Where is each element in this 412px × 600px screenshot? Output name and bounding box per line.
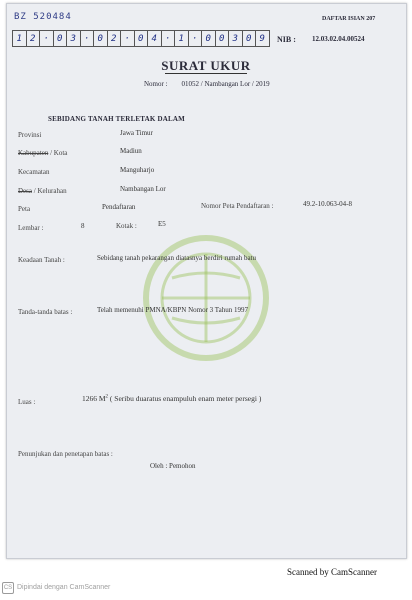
kotak-label: Kotak :: [116, 222, 137, 230]
luas-unit-sup: 2: [105, 394, 109, 400]
boxed-digit-cell: 1: [12, 30, 27, 47]
lembar-label: Lembar :: [18, 224, 44, 232]
kota-label-text: / Kota: [50, 149, 68, 157]
boxed-digit-cell: ·: [162, 30, 176, 47]
nomor-peta-value: 49.2-10.063-04-8: [303, 200, 352, 208]
desa-struck-label: Desa: [18, 187, 32, 195]
boxed-digit-cell: 1: [175, 30, 189, 47]
kecamatan-value: Manguharjo: [120, 166, 155, 174]
kotak-value: E5: [158, 220, 166, 228]
luas-number: 1266 M: [82, 394, 106, 403]
tanda-batas-value: Telah memenuhi PMNA/KBPN Nomor 3 Tahun 1997: [97, 306, 248, 314]
kelurahan-label-text: / Kelurahan: [33, 187, 67, 195]
scanned-by-text: Scanned by CamScanner: [287, 567, 377, 577]
boxed-digit-cell: 0: [135, 30, 149, 47]
kota-value: Madiun: [120, 147, 142, 155]
kabupaten-struck-label: Kabupaten: [18, 149, 49, 157]
boxed-digit-cell: 0: [202, 30, 216, 47]
title-underline: [165, 73, 247, 74]
nomor-value: 01052 / Nambangan Lor / 2019: [181, 80, 270, 88]
boxed-digit-cell: 0: [216, 30, 230, 47]
lembar-value: 8: [81, 222, 85, 230]
boxed-digit-cell: 0: [94, 30, 108, 47]
boxed-digit-cell: 9: [256, 30, 270, 47]
boxed-digit-cell: ·: [189, 30, 203, 47]
boxed-digit-cell: 2: [108, 30, 122, 47]
section-heading: SEBIDANG TANAH TERLETAK DALAM: [48, 115, 185, 123]
nomor-label: Nomor :: [144, 80, 168, 88]
boxed-digit-cell: ·: [81, 30, 95, 47]
peta-label: Peta: [18, 205, 31, 213]
kecamatan-label: Kecamatan: [18, 168, 50, 176]
provinsi-label: Provinsi: [18, 131, 42, 139]
nomor-line: [144, 80, 270, 88]
keadaan-tanah-label: Keadaan Tanah :: [18, 256, 65, 264]
boxed-digit-cell: 4: [148, 30, 162, 47]
boxed-digit-cell: 2: [27, 30, 41, 47]
boxed-digit-cell: 0: [54, 30, 68, 47]
peta-value: Pendaftaran: [102, 203, 136, 211]
penunjukan-label: Penunjukan dan penetapan batas :: [18, 450, 113, 458]
kelurahan-label: [18, 187, 67, 195]
keadaan-tanah-value: Sebidang tanah pekarangan diatasnya berdiri rumah batu: [97, 254, 256, 262]
luas-label: Luas :: [18, 398, 36, 406]
document-title: SURAT UKUR: [161, 58, 251, 73]
tanda-batas-label: Tanda-tanda batas :: [18, 308, 73, 316]
camscanner-caption: Dipindai dengan CamScanner: [17, 584, 111, 591]
boxed-digit-cell: ·: [40, 30, 54, 47]
boxed-digit-cell: ·: [121, 30, 135, 47]
nomor-peta-label: Nomor Peta Pendaftaran :: [201, 202, 274, 210]
nib-value: 12.03.02.04.00524: [312, 35, 365, 43]
kelurahan-value: Nambangan Lor: [120, 185, 166, 193]
boxed-digit-cell: 3: [229, 30, 243, 47]
serial-number: BZ 520484: [14, 12, 72, 22]
penunjukan-value: Oleh : Pemohon: [150, 462, 196, 470]
camscanner-icon: CS: [2, 582, 14, 594]
luas-text: ( Seribu duaratus enampuluh enam meter persegi ): [109, 394, 262, 403]
boxed-digit-cell: 0: [243, 30, 257, 47]
boxed-number: [12, 30, 270, 47]
boxed-digit-cell: 3: [67, 30, 81, 47]
luas-value: [82, 394, 261, 403]
provinsi-value: Jawa Timur: [120, 129, 153, 137]
nib-label: NIB :: [277, 35, 296, 44]
kota-label: [18, 149, 67, 157]
form-name: DAFTAR ISIAN 207: [322, 16, 376, 22]
